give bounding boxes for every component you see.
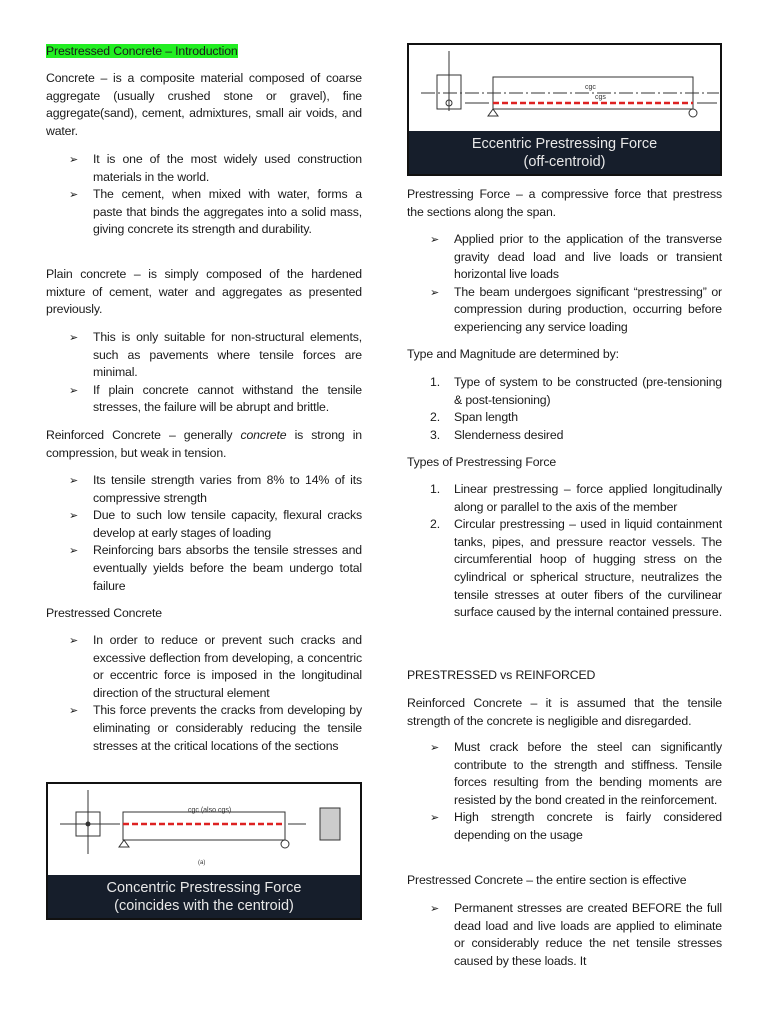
list-item: 1. Type of system to be constructed (pre-tensioning & post-tensioning) (430, 375, 722, 407)
list-item: ➢ The cement, when mixed with water, forms a paste that binds the aggregates into a solid mass, giving concrete its strength and durability. (46, 186, 362, 239)
list-item: ➢ This force prevents the cracks from developing by eliminating or considerably reducing the tensile stresses at the critical locations of the sections (46, 702, 362, 755)
bullet-list (46, 151, 362, 239)
concentric-beam-diagram (48, 784, 360, 876)
paragraph: Concrete – is a composite material composed of coarse aggregate (usually crushed stone or gravel), fine aggregate(sand), cement, admixtures, small air voids, and water. (46, 71, 362, 138)
paragraph: Prestressing Force – a compressive force that prestress the sections along the span. (407, 187, 722, 219)
paragraph: Prestressed Concrete (46, 606, 162, 620)
list-item: ➢ Due to such low tensile capacity, flexural cracks develop at early stages of loading (46, 507, 362, 542)
cgs-label: cgs (595, 94, 606, 101)
list-item: 1. Linear prestressing – force applied longitudinally along or parallel to the axis of the member (430, 482, 722, 514)
numbered-list (407, 374, 722, 444)
concentric-force-figure (46, 782, 362, 920)
bullet-list (46, 472, 362, 595)
list-item: 3. Slenderness desired (430, 427, 564, 442)
list-item: ➢ In order to reduce or prevent such cracks and excessive deflection from developing, a concentric or eccentric force is imposed in the longitudinal direction of the structural element (46, 632, 362, 702)
paragraph: Types of Prestressing Force (407, 455, 557, 469)
list-item: ➢ Must crack before the steel can significantly contribute to the strength and stiffness. Tensile forces resulting from the bending moments are resisted by the bond created in the reinforcement. (407, 739, 722, 809)
list-item: 2. Circular prestressing – used in liquid containment tanks, pipes, and pressure reactor vessels. The circumferential hoop of hugging stress on the cylindrical or spherical structure, neutralizes the tensile stresses at outer fibers of the curvilinear surface caused by the internal contained pressure. (430, 517, 722, 620)
numbered-list (407, 481, 722, 622)
bullet-list (46, 329, 362, 417)
list-item: ➢ This is only suitable for non-structural elements, such as pavements where tensile forces are minimal. (46, 329, 362, 382)
paragraph: Reinforced Concrete – it is assumed that the tensile strength of the concrete is negligible and disregarded. (407, 696, 722, 728)
bullet-list (407, 231, 722, 337)
list-item: ➢ It is one of the most widely used construction materials in the world. (46, 151, 362, 186)
figure-sublabel: (a) (198, 860, 206, 866)
paragraph: Type and Magnitude are determined by: (407, 347, 619, 361)
list-item: ➢ High strength concrete is fairly considered depending on the usage (407, 809, 722, 844)
list-item: ➢ The beam undergoes significant “prestressing” or compression during production, occurring before experiencing any service loading (407, 284, 722, 337)
bullet-list (46, 632, 362, 755)
list-item: ➢ If plain concrete cannot withstand the tensile stresses, the failure will be abrupt and brittle. (46, 382, 362, 417)
paragraph: Plain concrete – is simply composed of the hardened mixture of cement, water and aggregates as presented previously. (46, 267, 362, 317)
list-item: ➢ Its tensile strength varies from 8% to 14% of its compressive strength (46, 472, 362, 507)
paragraph: PRESTRESSED vs REINFORCED (407, 668, 596, 682)
section-title: Prestressed Concrete – Introduction (46, 44, 238, 58)
paragraph: Reinforced Concrete – generally concrete is strong in compression, but weak in tension. (46, 428, 362, 460)
eccentric-beam-diagram (409, 45, 720, 131)
paragraph: Prestressed Concrete – the entire section is effective (407, 873, 687, 887)
list-item: 2. Span length (430, 410, 518, 425)
eccentric-force-figure (407, 43, 722, 176)
list-item: ➢ Permanent stresses are created BEFORE the full dead load and live loads are applied to eliminate or considerably reduce the net tensile stresses caused by these loads. It (407, 900, 722, 970)
list-item: ➢ Reinforcing bars absorbs the tensile stresses and eventually yields before the beam undergo total failure (46, 542, 362, 595)
cgc-label: cgc (585, 84, 596, 91)
bullet-list (407, 900, 722, 970)
list-item: ➢ Applied prior to the application of the transverse gravity dead load and live loads or transient horizontal live loads (407, 231, 722, 284)
figure-caption: Eccentric Prestressing Force (off-centroid) (409, 131, 720, 174)
figure-caption: Concentric Prestressing Force (coincides with the centroid) (48, 875, 360, 918)
figure-label: cgc (also cgs) (188, 807, 232, 814)
bullet-list (407, 739, 722, 845)
